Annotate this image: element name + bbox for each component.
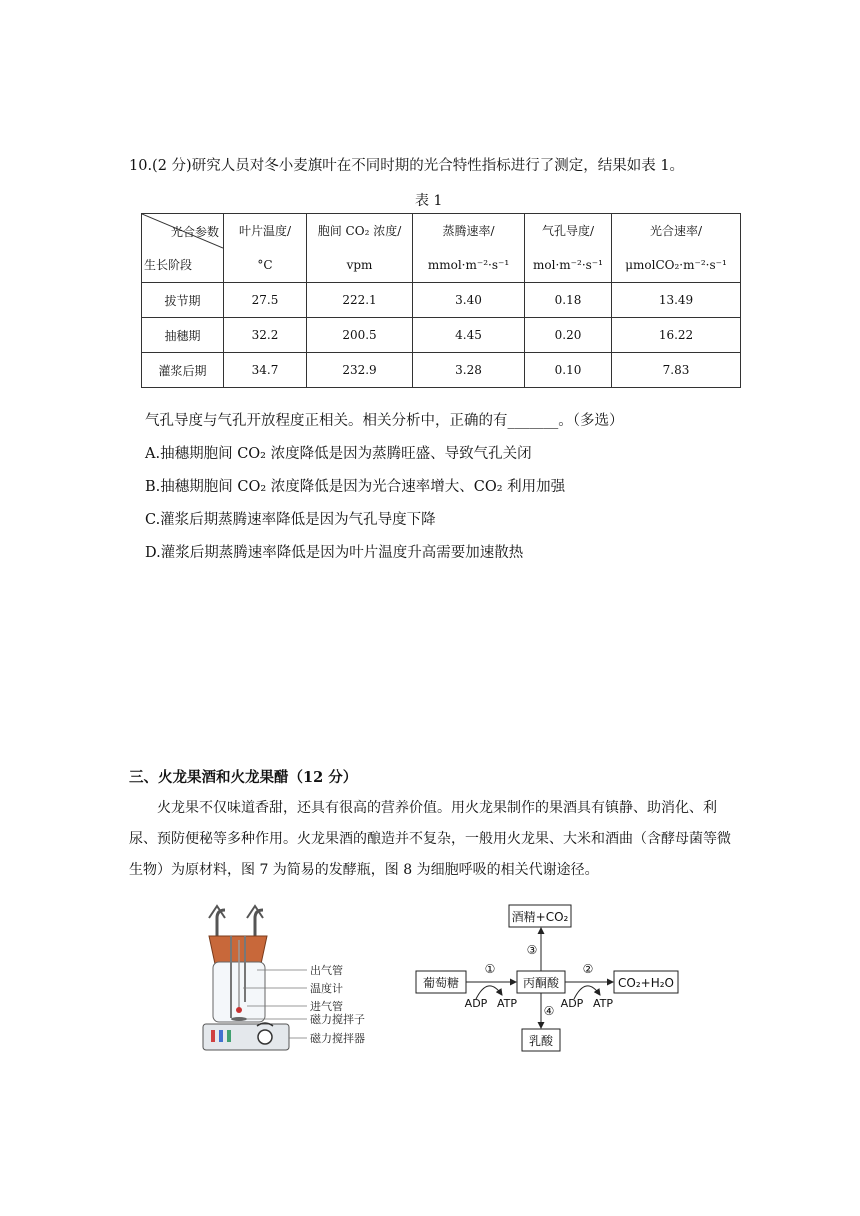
header-line1: 光合速率/ xyxy=(649,224,703,238)
atp-label-1: ATP xyxy=(496,997,518,1010)
step-3-label: ③ xyxy=(526,943,538,957)
question-prompt: 气孔导度与气孔开放程度正相关。相关分析中，正确的有_______。（多选） xyxy=(145,413,624,429)
label-stir-bar: 磁力搅拌子 xyxy=(310,1013,365,1026)
option-d[interactable]: D.灌浆后期蒸腾速率降低是因为叶片温度升高需要加速散热 xyxy=(145,545,524,561)
stage-cell: 抽穗期 xyxy=(142,318,224,353)
header-line1: 叶片温度/ xyxy=(238,224,292,238)
label-thermometer: 温度计 xyxy=(310,982,343,995)
alcohol-box: 酒精+CO₂ xyxy=(511,910,569,924)
label-outlet-tube: 出气管 xyxy=(310,964,343,977)
data-table xyxy=(141,213,741,388)
value-cell: 3.28 xyxy=(413,353,525,388)
header-line2: vpm xyxy=(346,258,373,272)
header-line2: mol·m⁻²·s⁻¹ xyxy=(533,258,603,272)
co2-water-box: CO₂+H₂O xyxy=(618,976,674,990)
value-cell: 4.45 xyxy=(413,318,525,353)
option-c[interactable]: C.灌浆后期蒸腾速率降低是因为气孔导度下降 xyxy=(145,512,436,528)
section-title: 三、火龙果酒和火龙果醋（12 分） xyxy=(129,769,358,786)
adp-label-1: ADP xyxy=(464,997,488,1010)
fermentation-bottle-figure xyxy=(195,900,410,1055)
value-cell: 0.18 xyxy=(525,283,612,318)
question-stem: 10.(2 分)研究人员对冬小麦旗叶在不同时期的光合特性指标进行了测定，结果如表 1。 xyxy=(129,158,685,174)
value-cell: 27.5 xyxy=(224,283,307,318)
option-b[interactable]: B.抽穗期胞间 CO₂ 浓度降低是因为光合速率增大、CO₂ 利用加强 xyxy=(145,479,566,495)
header-line2: mmol·m⁻²·s⁻¹ xyxy=(427,258,510,272)
header-cell xyxy=(224,214,307,283)
option-a[interactable]: A.抽穗期胞间 CO₂ 浓度降低是因为蒸腾旺盛、导致气孔关闭 xyxy=(145,446,532,462)
header-cell xyxy=(612,214,741,283)
corner-top-label: 光合参数 xyxy=(170,225,219,239)
adp-label-2: ADP xyxy=(560,997,584,1010)
value-cell: 222.1 xyxy=(307,283,413,318)
header-cell xyxy=(307,214,413,283)
label-inlet-tube: 进气管 xyxy=(310,1000,343,1013)
section-paragraph: 火龙果不仅味道香甜，还具有很高的营养价值。用火龙果制作的果酒具有镇静、助消化、利尿、预防便秘等多种作用。火龙果酒的酿造并不复杂，一般用火龙果、大米和酒曲（含酵母菌等微生物）为原材料，图 7 为简易的发酵瓶，图 8 为细胞呼吸的相关代谢途径。 xyxy=(129,800,731,878)
value-cell: 0.20 xyxy=(525,318,612,353)
step-2-label: ② xyxy=(582,962,594,976)
header-cell xyxy=(525,214,612,283)
corner-cell xyxy=(142,214,224,283)
table-row xyxy=(142,353,741,388)
stage-cell: 拔节期 xyxy=(142,283,224,318)
stage-cell: 灌浆后期 xyxy=(142,353,224,388)
respiration-pathway-diagram xyxy=(410,903,685,1053)
header-line1: 气孔导度/ xyxy=(541,224,595,238)
value-cell: 3.40 xyxy=(413,283,525,318)
step-1-label: ① xyxy=(484,962,496,976)
header-cell xyxy=(413,214,525,283)
value-cell: 232.9 xyxy=(307,353,413,388)
value-cell: 32.2 xyxy=(224,318,307,353)
header-line1: 蒸腾速率/ xyxy=(442,224,495,238)
value-cell: 34.7 xyxy=(224,353,307,388)
value-cell: 7.83 xyxy=(612,353,741,388)
pyruvate-box: 丙酮酸 xyxy=(522,976,560,990)
glucose-box: 葡萄糖 xyxy=(422,976,460,990)
value-cell: 0.10 xyxy=(525,353,612,388)
atp-label-2: ATP xyxy=(592,997,614,1010)
step-4-label: ④ xyxy=(543,1004,555,1018)
corner-bottom-label: 生长阶段 xyxy=(144,258,193,272)
value-cell: 13.49 xyxy=(612,283,741,318)
header-line2: °C xyxy=(257,258,273,272)
header-line2: μmolCO₂·m⁻²·s⁻¹ xyxy=(625,258,727,272)
value-cell: 200.5 xyxy=(307,318,413,353)
value-cell: 16.22 xyxy=(612,318,741,353)
table-title: 表 1 xyxy=(415,193,443,209)
lactate-box: 乳酸 xyxy=(528,1034,554,1048)
label-stirrer: 磁力搅拌器 xyxy=(310,1032,365,1045)
table-row xyxy=(142,283,741,318)
table-header-row xyxy=(142,214,741,283)
table-row xyxy=(142,318,741,353)
header-line1: 胞间 CO₂ 浓度/ xyxy=(317,224,402,238)
